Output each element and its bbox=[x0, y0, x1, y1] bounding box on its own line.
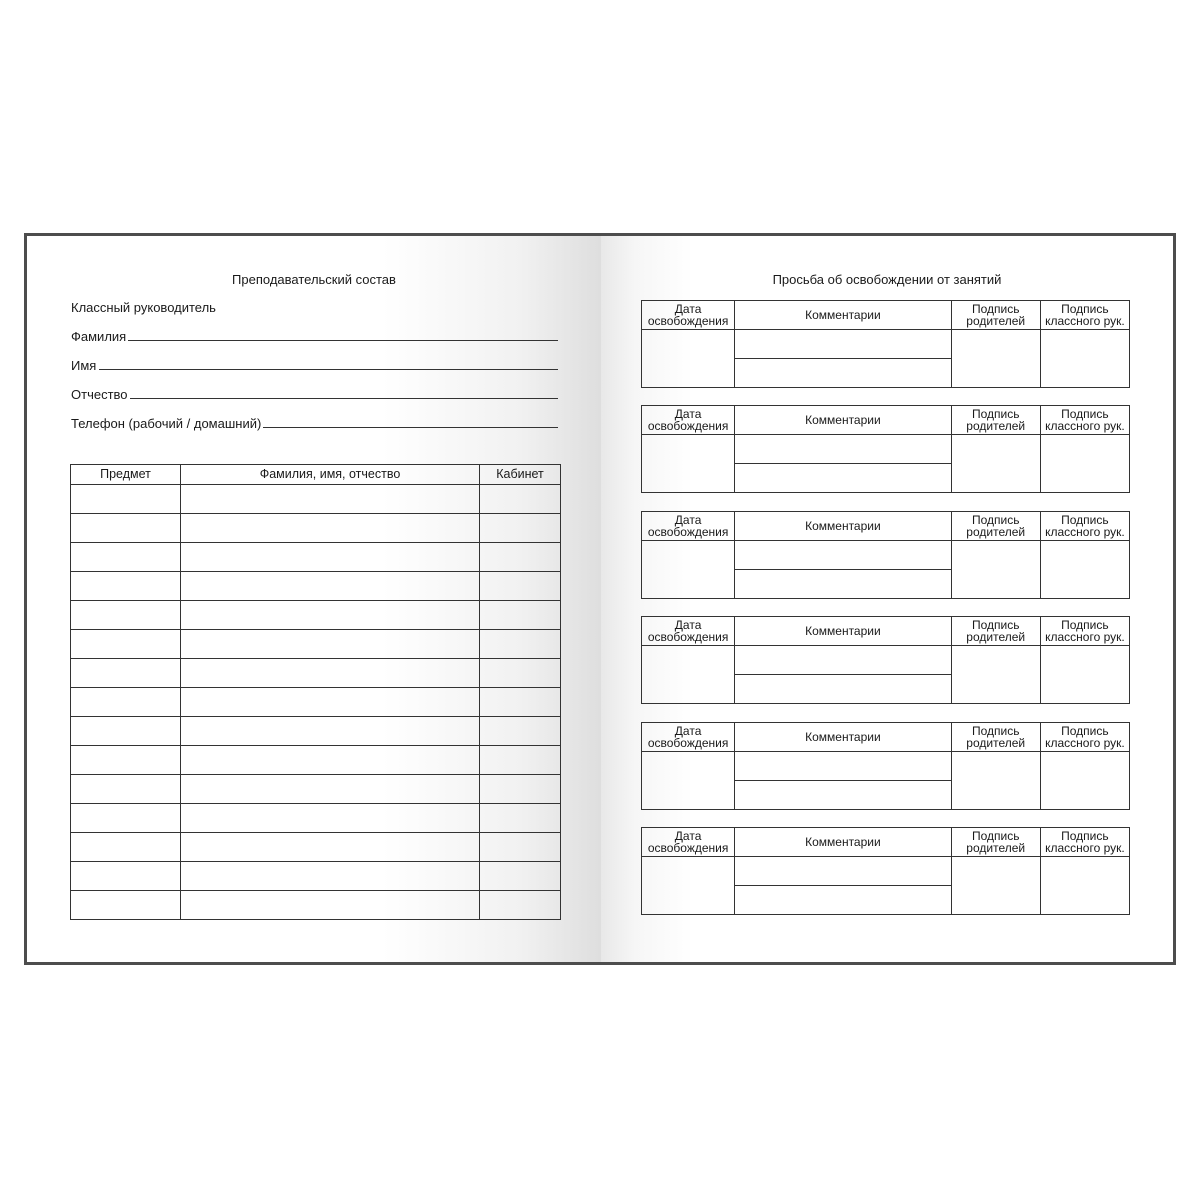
table-row bbox=[71, 833, 561, 862]
comment-cell[interactable] bbox=[735, 359, 951, 388]
staff-table bbox=[70, 464, 561, 920]
left-page bbox=[27, 236, 601, 962]
full-name-cell[interactable] bbox=[181, 630, 480, 659]
full-name-cell[interactable] bbox=[181, 572, 480, 601]
full-name-cell[interactable] bbox=[181, 514, 480, 543]
release-row bbox=[642, 540, 1130, 569]
release-date-header bbox=[642, 511, 735, 540]
release-date-header bbox=[642, 617, 735, 646]
room-cell[interactable] bbox=[480, 514, 561, 543]
right-page bbox=[601, 236, 1173, 962]
release-date-header-line1: Дата bbox=[674, 829, 702, 843]
teacher-signature-header-line2: классного рук. bbox=[1045, 314, 1125, 328]
release-date-header bbox=[642, 301, 735, 330]
comment-cell[interactable] bbox=[735, 435, 951, 464]
patronymic-label: Отчество bbox=[71, 387, 128, 402]
release-date-header-line1: Дата bbox=[674, 302, 702, 316]
parents-signature-cell[interactable] bbox=[951, 646, 1040, 704]
teacher-signature-header bbox=[1040, 828, 1129, 857]
comments-header: Комментарии bbox=[735, 511, 951, 540]
parents-signature-header-line2: родителей bbox=[966, 735, 1026, 750]
parents-signature-header bbox=[951, 511, 1040, 540]
release-date-cell[interactable] bbox=[642, 857, 735, 915]
release-date-cell[interactable] bbox=[642, 330, 735, 388]
table-row bbox=[71, 775, 561, 804]
teacher-signature-header-line2: классного рук. bbox=[1045, 841, 1125, 855]
full-name-cell[interactable] bbox=[181, 862, 480, 891]
release-row bbox=[642, 646, 1130, 675]
parents-signature-cell[interactable] bbox=[951, 435, 1040, 493]
release-row bbox=[642, 330, 1130, 359]
parents-signature-header-line2: родителей bbox=[966, 314, 1026, 328]
teacher-signature-header-line1: Подпись bbox=[1061, 618, 1109, 633]
table-row bbox=[71, 891, 561, 920]
release-date-header bbox=[642, 722, 735, 751]
parents-signature-header bbox=[951, 301, 1040, 330]
release-request-block bbox=[641, 827, 1130, 915]
teacher-signature-header bbox=[1040, 406, 1129, 435]
parents-signature-header-line1: Подпись bbox=[971, 407, 1020, 422]
release-date-cell[interactable] bbox=[642, 435, 735, 493]
release-date-header-line2: освобождения bbox=[647, 735, 729, 750]
room-cell[interactable] bbox=[480, 862, 561, 891]
right-page-title: Просьба об освобождении от занятий bbox=[772, 272, 1002, 287]
teacher-signature-cell[interactable] bbox=[1040, 646, 1129, 704]
release-header-row bbox=[642, 406, 1130, 435]
full-name-cell[interactable] bbox=[181, 804, 480, 833]
comment-cell[interactable] bbox=[735, 751, 951, 780]
subject-header: Предмет bbox=[71, 465, 181, 485]
comments-header: Комментарии bbox=[735, 722, 951, 751]
comments-header: Комментарии bbox=[735, 828, 951, 857]
subject-cell[interactable] bbox=[71, 891, 181, 920]
teacher-signature-cell[interactable] bbox=[1040, 330, 1129, 388]
surname-label: Фамилия bbox=[71, 329, 127, 344]
comment-cell[interactable] bbox=[735, 569, 951, 598]
subject-cell[interactable] bbox=[71, 804, 181, 833]
parents-signature-cell[interactable] bbox=[951, 751, 1040, 809]
room-cell[interactable] bbox=[480, 833, 561, 862]
table-row bbox=[71, 543, 561, 572]
teacher-signature-header-line1: Подпись bbox=[1061, 407, 1109, 422]
release-date-header-line1: Дата bbox=[674, 512, 702, 527]
room-cell[interactable] bbox=[480, 688, 561, 717]
subject-cell[interactable] bbox=[71, 833, 181, 862]
comment-cell[interactable] bbox=[735, 780, 951, 809]
parents-signature-cell[interactable] bbox=[951, 330, 1040, 388]
subject-cell[interactable] bbox=[71, 688, 181, 717]
full-name-cell[interactable] bbox=[181, 601, 480, 630]
release-date-header-line2: освобождения bbox=[647, 630, 729, 645]
teacher-signature-header-line2: классного рук. bbox=[1045, 735, 1125, 750]
surname-line[interactable] bbox=[128, 340, 558, 341]
release-row bbox=[642, 857, 1130, 886]
release-date-header-line1: Дата bbox=[674, 723, 702, 738]
release-date-header bbox=[642, 406, 735, 435]
parents-signature-header-line1: Подпись bbox=[971, 618, 1020, 633]
release-date-header-line1: Дата bbox=[674, 618, 702, 633]
comments-header: Комментарии bbox=[735, 301, 951, 330]
subject-cell[interactable] bbox=[71, 717, 181, 746]
room-cell[interactable] bbox=[480, 746, 561, 775]
subject-cell[interactable] bbox=[71, 862, 181, 891]
parents-signature-header-line2: родителей bbox=[966, 841, 1026, 855]
room-cell[interactable] bbox=[480, 630, 561, 659]
release-header-row bbox=[642, 301, 1130, 330]
room-cell[interactable] bbox=[480, 659, 561, 688]
table-row bbox=[71, 514, 561, 543]
teacher-signature-header bbox=[1040, 301, 1129, 330]
room-cell[interactable] bbox=[480, 601, 561, 630]
full-name-cell[interactable] bbox=[181, 833, 480, 862]
full-name-cell[interactable] bbox=[181, 746, 480, 775]
table-row bbox=[71, 485, 561, 514]
left-page-title: Преподавательский состав bbox=[232, 272, 396, 287]
teacher-signature-header-line2: классного рук. bbox=[1045, 524, 1125, 539]
full-name-cell[interactable] bbox=[181, 659, 480, 688]
room-cell[interactable] bbox=[480, 804, 561, 833]
room-cell[interactable] bbox=[480, 485, 561, 514]
release-date-header-line2: освобождения bbox=[647, 841, 729, 855]
room-cell[interactable] bbox=[480, 572, 561, 601]
parents-signature-header bbox=[951, 722, 1040, 751]
full-name-cell[interactable] bbox=[181, 543, 480, 572]
release-date-cell[interactable] bbox=[642, 751, 735, 809]
teacher-signature-header bbox=[1040, 617, 1129, 646]
comments-header: Комментарии bbox=[735, 617, 951, 646]
parents-signature-header bbox=[951, 406, 1040, 435]
release-date-cell[interactable] bbox=[642, 540, 735, 598]
subject-cell[interactable] bbox=[71, 514, 181, 543]
table-row bbox=[71, 862, 561, 891]
phone-line[interactable] bbox=[263, 427, 558, 428]
room-cell[interactable] bbox=[480, 717, 561, 746]
release-request-block bbox=[641, 405, 1130, 493]
release-request-block bbox=[641, 511, 1130, 599]
comment-cell[interactable] bbox=[735, 886, 951, 915]
subject-cell[interactable] bbox=[71, 485, 181, 514]
teacher-signature-header bbox=[1040, 511, 1129, 540]
release-request-block bbox=[641, 300, 1130, 388]
teacher-signature-header-line2: классного рук. bbox=[1045, 419, 1125, 434]
full-name-cell[interactable] bbox=[181, 688, 480, 717]
subject-cell[interactable] bbox=[71, 746, 181, 775]
parents-signature-header-line1: Подпись bbox=[971, 723, 1020, 738]
parents-signature-header-line1: Подпись bbox=[971, 302, 1020, 316]
subject-cell[interactable] bbox=[71, 775, 181, 804]
release-row bbox=[642, 751, 1130, 780]
parents-signature-header-line1: Подпись bbox=[971, 829, 1020, 843]
subject-cell[interactable] bbox=[71, 630, 181, 659]
full-name-cell[interactable] bbox=[181, 775, 480, 804]
teacher-signature-cell[interactable] bbox=[1040, 435, 1129, 493]
open-notebook bbox=[24, 233, 1176, 965]
teacher-signature-header bbox=[1040, 722, 1129, 751]
room-cell[interactable] bbox=[480, 891, 561, 920]
teacher-signature-header-line1: Подпись bbox=[1061, 512, 1109, 527]
comment-cell[interactable] bbox=[735, 646, 951, 675]
parents-signature-header-line2: родителей bbox=[966, 524, 1026, 539]
first-name-line[interactable] bbox=[99, 369, 558, 370]
teacher-signature-cell[interactable] bbox=[1040, 751, 1129, 809]
class-teacher-label: Классный руководитель bbox=[71, 300, 216, 315]
table-row bbox=[71, 746, 561, 775]
table-row bbox=[71, 717, 561, 746]
parents-signature-header-line2: родителей bbox=[966, 419, 1026, 434]
room-cell[interactable] bbox=[480, 543, 561, 572]
room-cell[interactable] bbox=[480, 775, 561, 804]
parents-signature-header-line1: Подпись bbox=[971, 512, 1020, 527]
subject-cell[interactable] bbox=[71, 659, 181, 688]
comment-cell[interactable] bbox=[735, 464, 951, 493]
parents-signature-cell[interactable] bbox=[951, 857, 1040, 915]
patronymic-line[interactable] bbox=[130, 398, 558, 399]
release-date-header-line2: освобождения bbox=[647, 419, 729, 434]
subject-cell[interactable] bbox=[71, 543, 181, 572]
release-header-row bbox=[642, 511, 1130, 540]
release-date-header-line2: освобождения bbox=[647, 314, 729, 328]
teacher-signature-header-line1: Подпись bbox=[1061, 723, 1109, 738]
first-name-label: Имя bbox=[71, 358, 97, 373]
table-row bbox=[71, 630, 561, 659]
table-row bbox=[71, 688, 561, 717]
parents-signature-header bbox=[951, 828, 1040, 857]
phone-label: Телефон (рабочий / домашний) bbox=[71, 416, 262, 431]
release-header-row bbox=[642, 828, 1130, 857]
staff-table-header bbox=[71, 465, 561, 485]
comment-cell[interactable] bbox=[735, 540, 951, 569]
full-name-cell[interactable] bbox=[181, 891, 480, 920]
release-date-header-line1: Дата bbox=[674, 407, 702, 422]
release-row bbox=[642, 435, 1130, 464]
release-date-cell[interactable] bbox=[642, 646, 735, 704]
release-date-header-line2: освобождения bbox=[647, 524, 729, 539]
parents-signature-cell[interactable] bbox=[951, 540, 1040, 598]
teacher-signature-cell[interactable] bbox=[1040, 540, 1129, 598]
comments-header: Комментарии bbox=[735, 406, 951, 435]
parents-signature-header-line2: родителей bbox=[966, 630, 1026, 645]
full-name-header: Фамилия, имя, отчество bbox=[181, 465, 480, 485]
release-header-row bbox=[642, 617, 1130, 646]
table-row bbox=[71, 601, 561, 630]
comment-cell[interactable] bbox=[735, 857, 951, 886]
subject-cell[interactable] bbox=[71, 572, 181, 601]
teacher-signature-header-line2: классного рук. bbox=[1045, 630, 1125, 645]
release-date-header bbox=[642, 828, 735, 857]
table-row bbox=[71, 572, 561, 601]
release-request-block bbox=[641, 616, 1130, 704]
comment-cell[interactable] bbox=[735, 675, 951, 704]
release-request-block bbox=[641, 722, 1130, 810]
teacher-signature-header-line1: Подпись bbox=[1061, 829, 1109, 843]
table-row bbox=[71, 804, 561, 833]
room-header: Кабинет bbox=[480, 465, 561, 485]
full-name-cell[interactable] bbox=[181, 485, 480, 514]
full-name-cell[interactable] bbox=[181, 717, 480, 746]
table-row bbox=[71, 659, 561, 688]
teacher-signature-cell[interactable] bbox=[1040, 857, 1129, 915]
teacher-signature-header-line1: Подпись bbox=[1061, 302, 1109, 316]
parents-signature-header bbox=[951, 617, 1040, 646]
release-header-row bbox=[642, 722, 1130, 751]
comment-cell[interactable] bbox=[735, 330, 951, 359]
subject-cell[interactable] bbox=[71, 601, 181, 630]
